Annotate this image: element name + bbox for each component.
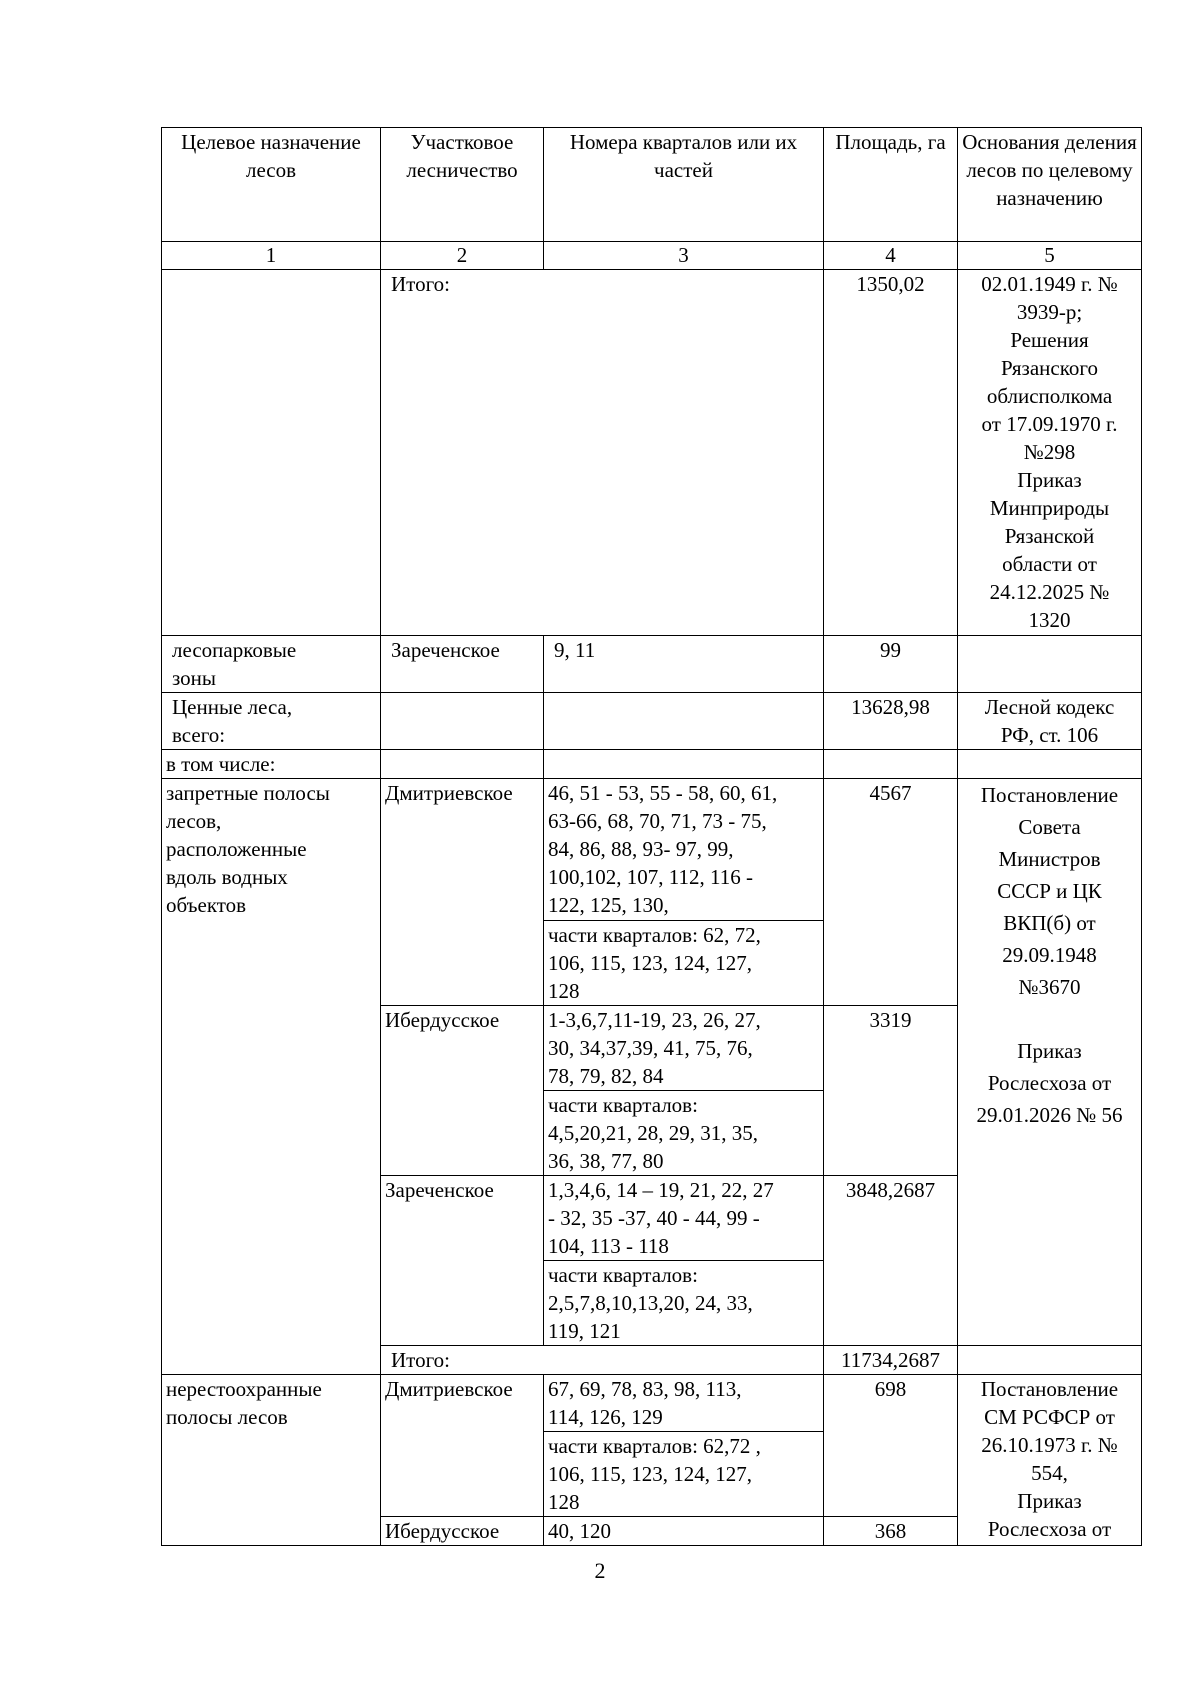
district-cell: Ибердусское (381, 1517, 544, 1546)
area-cell: 368 (824, 1517, 958, 1546)
quarter-parts-cell: части кварталов: 2,5,7,8,10,13,20, 24, 33, 119, 121 (544, 1261, 824, 1346)
column-number: 3 (544, 242, 824, 270)
quarters-cell: 1,3,4,6, 14 – 19, 21, 22, 27 - 32, 35 -37, 40 - 44, 99 - 104, 113 - 118 (544, 1176, 824, 1261)
subheading-cell: в том числе: (162, 750, 381, 779)
page-number: 2 (594, 1558, 606, 1583)
quarter-parts-cell: части кварталов: 4,5,20,21, 28, 29, 31, 35, 36, 38, 77, 80 (544, 1091, 824, 1176)
area-cell: 99 (824, 636, 958, 693)
area-cell: 698 (824, 1375, 958, 1517)
column-number: 2 (381, 242, 544, 270)
header-purpose: Целевое назначение лесов (162, 128, 381, 242)
forest-purpose-table (161, 127, 1142, 1546)
basis-cell: Постановление Совета Министров СССР и ЦК ВКП(б) от 29.09.1948 №3670 Приказ Рослесхоза от 29.01.2026 № 56 (958, 779, 1142, 1346)
quarter-parts-cell: части кварталов: 62, 72, 106, 115, 123, 124, 127, 128 (544, 921, 824, 1006)
table-row (162, 1375, 1142, 1432)
total-label: Итого: (381, 270, 824, 636)
header-quarters: Номера кварталов или их частей (544, 128, 824, 242)
column-number: 4 (824, 242, 958, 270)
column-number: 1 (162, 242, 381, 270)
district-cell (381, 693, 544, 750)
basis-cell: 02.01.1949 г. № 3939-р; Решения Рязанского облисполкома от 17.09.1970 г. №298 Приказ Минприроды Рязанской области от 24.12.2025 № 1320 (958, 270, 1142, 636)
quarters-cell: 40, 120 (544, 1517, 824, 1546)
header-area: Площадь, га (824, 128, 958, 242)
quarters-cell: 9, 11 (544, 636, 824, 693)
empty-cell (824, 750, 958, 779)
empty-cell (381, 750, 544, 779)
table-row (162, 693, 1142, 750)
quarter-parts-cell: части кварталов: 62,72 , 106, 115, 123, 124, 127, 128 (544, 1432, 824, 1517)
basis-cell: Постановление СМ РСФСР от 26.10.1973 г. № 554, Приказ Рослесхоза от (958, 1375, 1142, 1546)
quarters-cell: 1-3,6,7,11-19, 23, 26, 27, 30, 34,37,39, 41, 75, 76, 78, 79, 82, 84 (544, 1006, 824, 1091)
total-label: Итого: (381, 1346, 824, 1375)
district-cell: Дмитриевское (381, 1375, 544, 1517)
header-district: Участковое лесничество (381, 128, 544, 242)
district-cell: Дмитриевское (381, 779, 544, 1006)
table-row (162, 750, 1142, 779)
area-cell: 3848,2687 (824, 1176, 958, 1346)
table-header-row (162, 128, 1142, 242)
column-number: 5 (958, 242, 1142, 270)
empty-cell (544, 750, 824, 779)
basis-cell (958, 636, 1142, 693)
basis-cell (958, 1346, 1142, 1375)
purpose-cell: Ценные леса, всего: (162, 693, 381, 750)
area-cell: 13628,98 (824, 693, 958, 750)
table-row (162, 636, 1142, 693)
district-cell: Ибердусское (381, 1006, 544, 1176)
district-cell: Зареченское (381, 636, 544, 693)
basis-cell: Лесной кодекс РФ, ст. 106 (958, 693, 1142, 750)
quarters-cell: 67, 69, 78, 83, 98, 113, 114, 126, 129 (544, 1375, 824, 1432)
purpose-cell: нерестоохранные полосы лесов (162, 1375, 381, 1546)
empty-cell (958, 750, 1142, 779)
purpose-cell: лесопарковые зоны (162, 636, 381, 693)
district-cell: Зареченское (381, 1176, 544, 1346)
purpose-cell (162, 270, 381, 636)
header-basis: Основания деления лесов по целевому назначению (958, 128, 1142, 242)
purpose-cell: запретные полосы лесов, расположенные вдоль водных объектов (162, 779, 381, 1375)
area-cell: 4567 (824, 779, 958, 1006)
table-row (162, 779, 1142, 921)
area-cell: 3319 (824, 1006, 958, 1176)
quarters-cell: 46, 51 - 53, 55 - 58, 60, 61, 63-66, 68, 70, 71, 73 - 75, 84, 86, 88, 93- 97, 99, 100,102, 107, 112, 116 - 122, 125, 130, (544, 779, 824, 921)
column-number-row (162, 242, 1142, 270)
area-cell: 11734,2687 (824, 1346, 958, 1375)
area-cell: 1350,02 (824, 270, 958, 636)
quarters-cell (544, 693, 824, 750)
table-row (162, 270, 1142, 636)
